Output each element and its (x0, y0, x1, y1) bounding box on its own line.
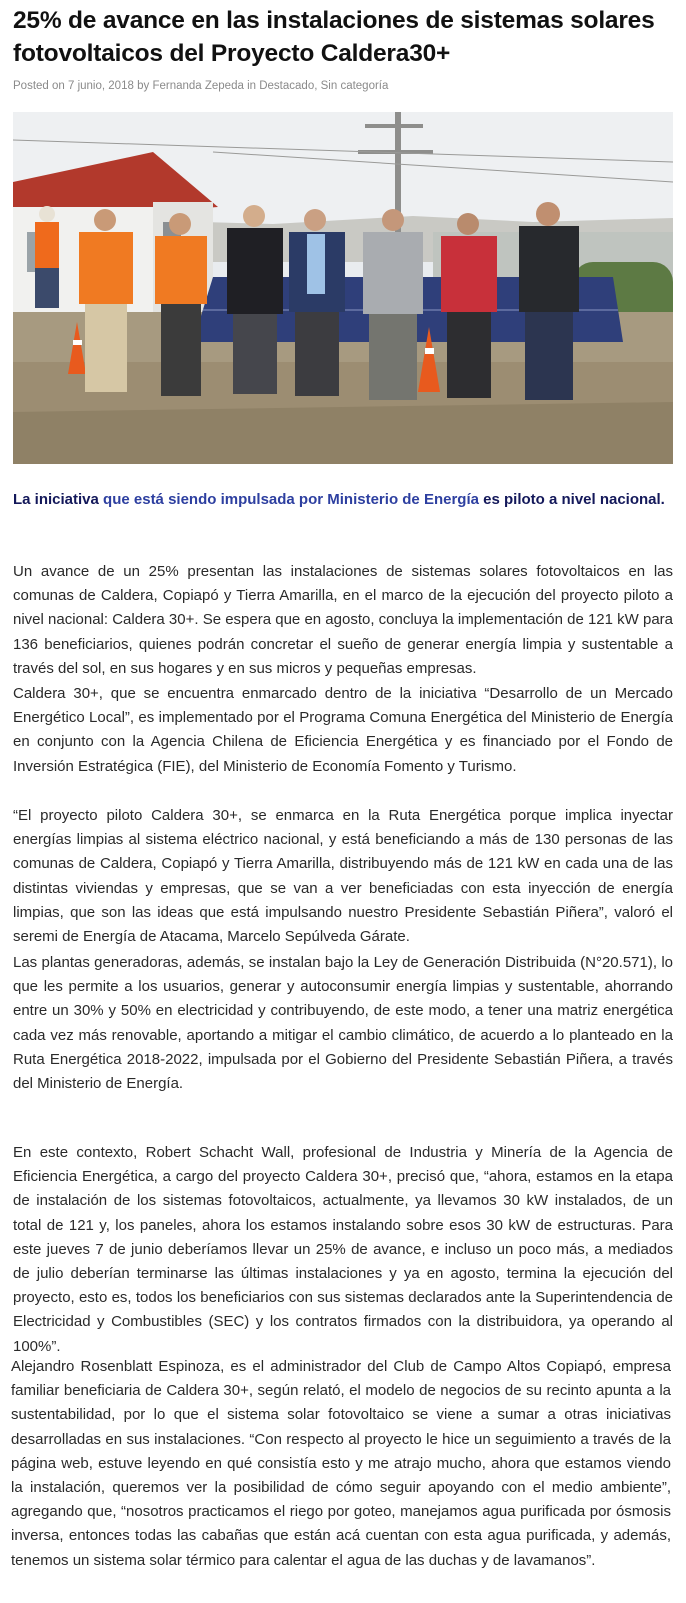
post-date-link[interactable]: 7 junio, 2018 (68, 80, 134, 92)
article-paragraph: En este contexto, Robert Schacht Wall, profesional de Industria y Minería de la Agencia de Eficiencia Energética, a cargo del proyecto Caldera 30+, precisó que, “ahora, estamos en la etapa de instalación de los sistemas fotovoltaicos, actualmente, ya llevamos 30 kW instalados, de un total de 121 y, los paneles, ahora los estamos instalando sobre esos 30 kW de estructuras. Para este jueves 7 de junio deberíamos llevar un 25% de avance, e incluso un poco más, a mediados de julio deberían terminarse las últimas instalaciones y ya en agosto, termina la ejecución del proyecto, esto es, todos los beneficiarios con sus sistemas declarados ante la Superintendencia de Electricidad y Combustibles (SEC) y los contratos firmados con la distribuidora, ya operando al 100%”. (13, 1144, 673, 1355)
article-paragraph: Alejandro Rosenblatt Espinoza, es el administrador del Club de Campo Altos Copiapó, empresa familiar beneficiaria de Caldera 30+, según relató, el modelo de negocios de su recinto apunta a la sustentabilidad, por lo que el sistema solar fotovoltaico se viene a sumar a otras iniciativas desarrolladas en sus instalaciones. “Con respecto al proyecto le hice un seguimiento a través de la página web, estuve leyendo en qué consistía esto y me atrajo mucho, ahora que estamos viendo la instalación, queremos ver la posibilidad de cómo seguir apoyando con el medio ambiente”, agregando que, “nosotros practicamos el riego por goteo, manejamos agua purificada por ósmosis inversa, entonces todas las cabañas que están acá cuentan con esta agua purificada, y además, tenemos un sistema solar térmico para calentar el agua de las duchas y de lavamanos”. (11, 1358, 671, 1569)
article-paragraph: Un avance de un 25% presentan las instalaciones de sistemas solares fotovoltaicos en las comunas de Caldera, Copiapó y Tierra Amarilla, en el marco de la ejecución del proyecto piloto a nivel nacional: Caldera 30+. Se espera que en agosto, concluya la implementación de 121 kW para 136 beneficiarios, quienes podrán concretar el sueño de generar energía limpia y sustentable a través del sol, en sus hogares y en sus micros y pequeñas empresas. (13, 563, 673, 677)
posted-on-label: Posted on (13, 80, 65, 92)
article-photo (13, 112, 673, 464)
article-title: 25% de avance en las instalaciones de sistemas solares fotovoltaicos del Proyecto Caldera30+ (13, 7, 655, 67)
lead-part-1: La iniciativa (13, 491, 99, 508)
post-meta (13, 80, 673, 96)
article (11, 0, 673, 1569)
by-label: by (137, 80, 150, 92)
category-link-sin-categoria[interactable]: Sin categoría (320, 80, 389, 92)
article-paragraph: Caldera 30+, que se encuentra enmarcado dentro de la iniciativa “Desarrollo de un Mercado Energético Local”, es implementado por el Programa Comuna Energética del Ministerio de Energía en conjunto con la Agencia Chilena de Eficiencia Energética y es financiado por el Fondo de Inversión Estratégica (FIE), del Ministerio de Economía Fomento y Turismo. (13, 685, 673, 775)
article-paragraph: “El proyecto piloto Caldera 30+, se enmarca en la Ruta Energética porque implica inyectar energías limpias al sistema eléctrico nacional, y está beneficiando a más de 130 personas de las comunas de Caldera, Copiapó y Tierra Amarilla, distribuyendo más de 121 kW en cada una de las distintas viviendas y empresas, que se van a ver beneficiadas con esta inyección de energía limpias, que son las ideas que está impulsando nuestro Presidente Sebastián Piñera”, valoró el seremi de Energía de Atacama, Marcelo Sepúlveda Gárate. (13, 807, 673, 946)
article-lead (13, 488, 673, 512)
in-label: in (247, 80, 257, 92)
category-separator: , (314, 80, 318, 92)
lead-part-2: que está siendo impulsada por Ministerio de Energía (103, 491, 479, 508)
category-link-destacado[interactable]: Destacado (259, 80, 315, 92)
lead-part-3: es piloto a nivel nacional. (483, 491, 665, 508)
article-paragraph: Las plantas generadoras, además, se instalan bajo la Ley de Generación Distribuida (N°20.571), lo que les permite a los usuarios, generar y autoconsumir energía limpias y sustentable, ahorrando entre un 30% y 50% en electricidad y contribuyendo, de este modo, a tener una matriz energética cada vez más renovable, aportando a mitigar el cambio climático, de acuerdo a lo planteado en la Ruta Energética 2018-2022, impulsada por el Gobierno del Presidente Sebastián Piñera, a través del Ministerio de Energía. (13, 954, 673, 1093)
author-link[interactable]: Fernanda Zepeda (152, 80, 244, 92)
